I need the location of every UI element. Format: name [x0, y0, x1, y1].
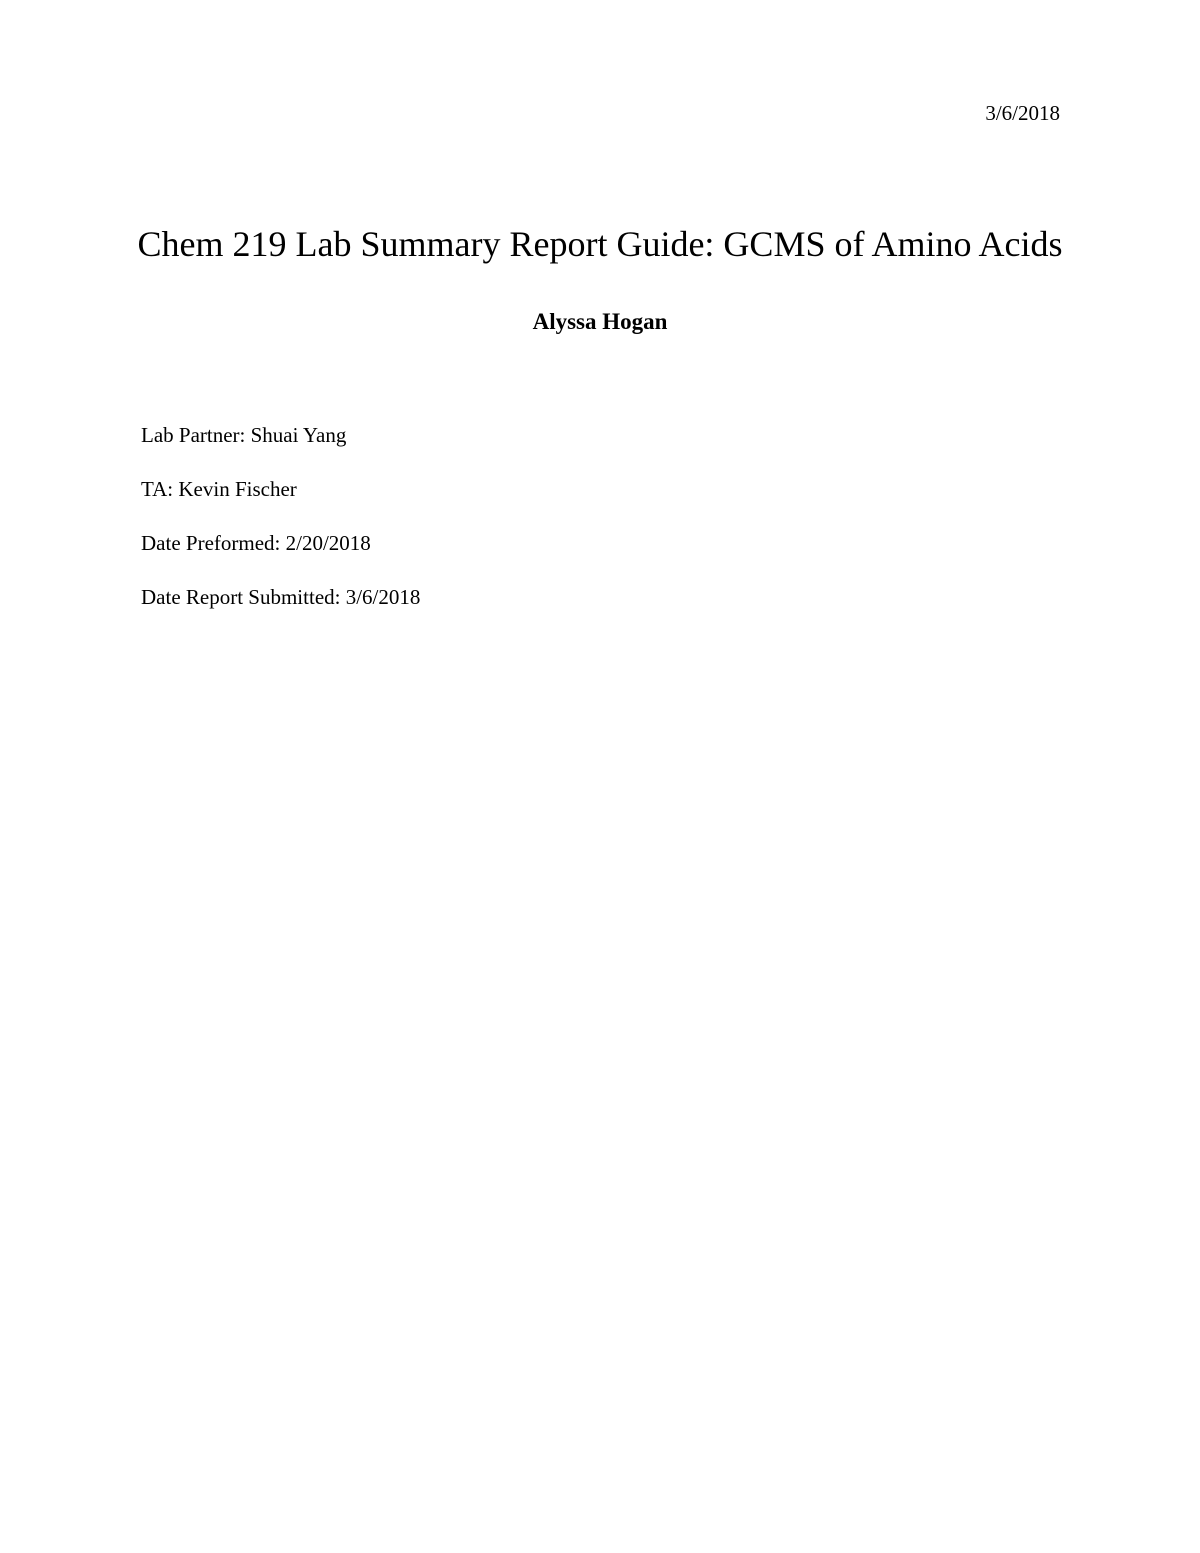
date-submitted-line: Date Report Submitted: 3/6/2018	[141, 585, 421, 609]
ta-line: TA: Kevin Fischer	[141, 477, 297, 501]
header-date: 3/6/2018	[985, 101, 1060, 125]
lab-partner-line: Lab Partner: Shuai Yang	[141, 423, 347, 447]
report-details	[141, 422, 420, 638]
report-title: Chem 219 Lab Summary Report Guide: GCMS of Amino Acids	[137, 224, 1063, 264]
author-name: Alyssa Hogan	[532, 309, 668, 334]
date-performed-line: Date Preformed: 2/20/2018	[141, 531, 371, 555]
